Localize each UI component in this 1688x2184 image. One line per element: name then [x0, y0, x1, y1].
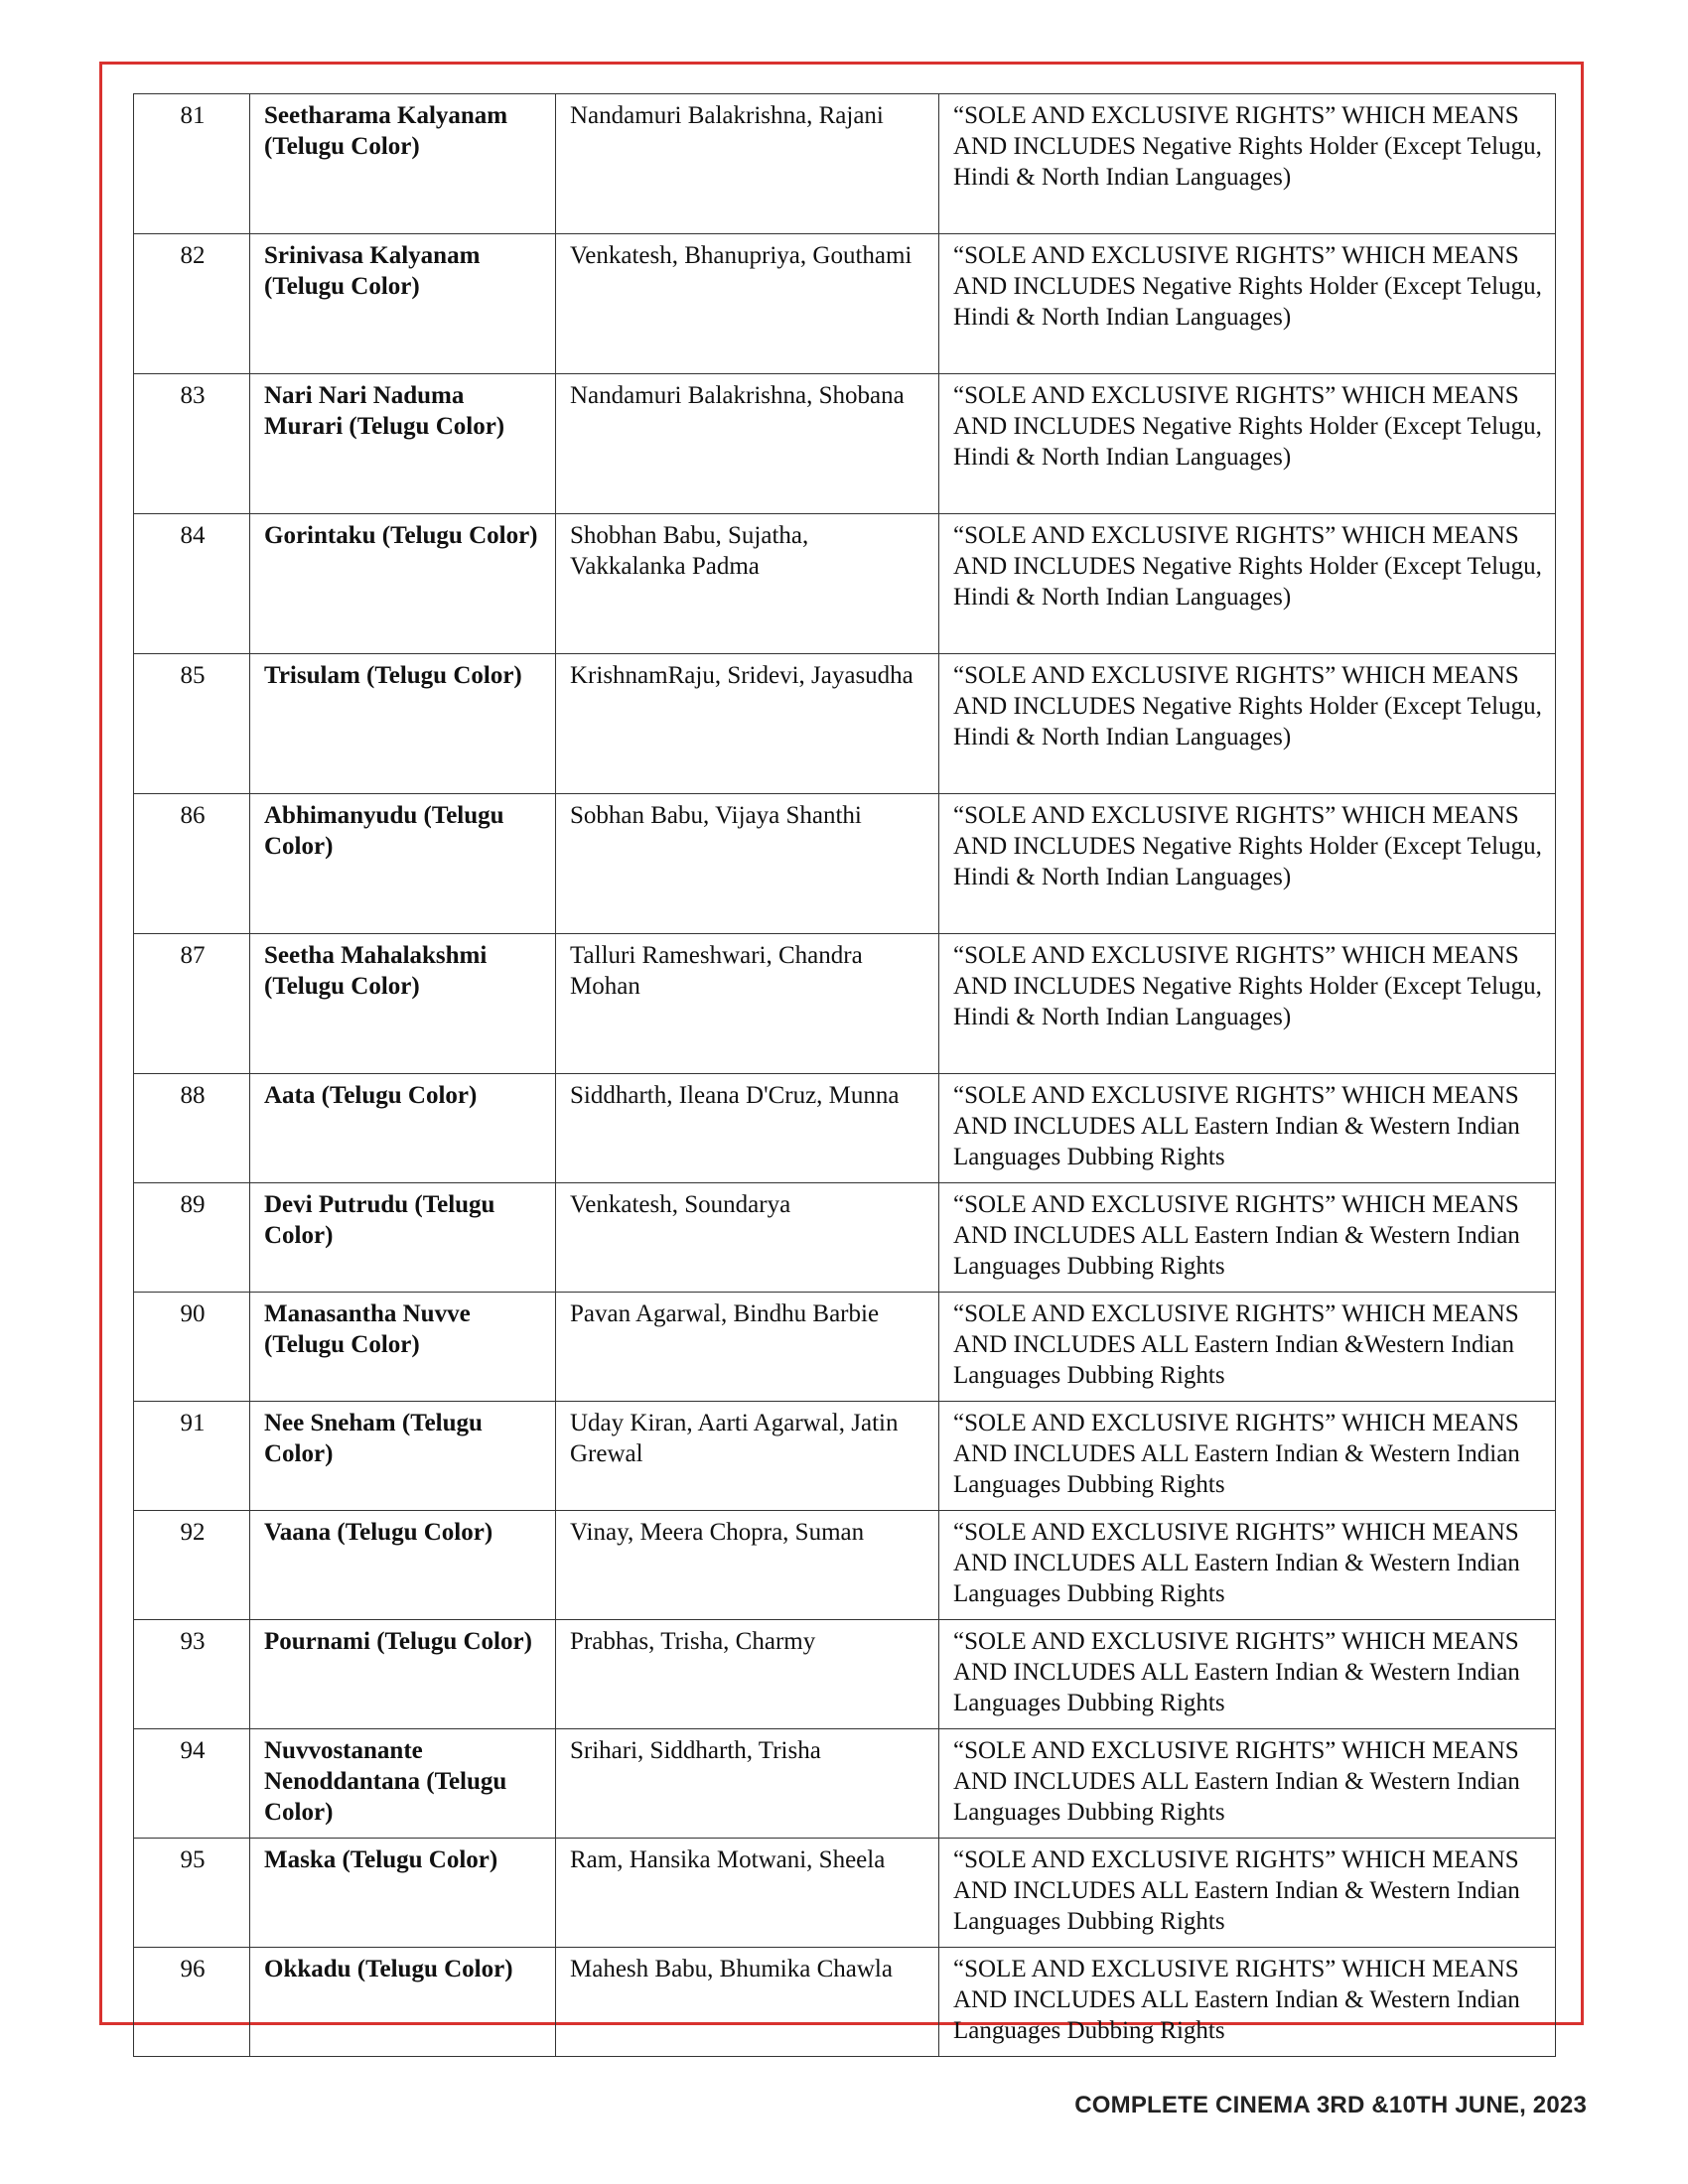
table-row — [134, 654, 1556, 794]
table-row — [134, 934, 1556, 1074]
serial-number-cell: 88 — [134, 1074, 250, 1183]
rights-cell: “SOLE AND EXCLUSIVE RIGHTS” WHICH MEANS AND INCLUDES Negative Rights Holder (Except Telugu, Hindi & North Indian Languages) — [939, 234, 1556, 374]
film-title-cell: Trisulam (Telugu Color) — [250, 654, 556, 794]
table-row — [134, 514, 1556, 654]
rights-cell: “SOLE AND EXCLUSIVE RIGHTS” WHICH MEANS AND INCLUDES Negative Rights Holder (Except Telugu, Hindi & North Indian Languages) — [939, 514, 1556, 654]
cast-cell: KrishnamRaju, Sridevi, Jayasudha — [556, 654, 939, 794]
cast-cell: Uday Kiran, Aarti Agarwal, Jatin Grewal — [556, 1402, 939, 1511]
rights-cell: “SOLE AND EXCLUSIVE RIGHTS” WHICH MEANS AND INCLUDES ALL Eastern Indian & Western Indian Languages Dubbing Rights — [939, 1183, 1556, 1293]
cast-cell: Nandamuri Balakrishna, Shobana — [556, 374, 939, 514]
serial-number-cell: 81 — [134, 94, 250, 234]
film-title-cell: Vaana (Telugu Color) — [250, 1511, 556, 1620]
table-row — [134, 1948, 1556, 2057]
rights-cell: “SOLE AND EXCLUSIVE RIGHTS” WHICH MEANS AND INCLUDES ALL Eastern Indian & Western Indian Languages Dubbing Rights — [939, 1402, 1556, 1511]
serial-number-cell: 84 — [134, 514, 250, 654]
rights-cell: “SOLE AND EXCLUSIVE RIGHTS” WHICH MEANS AND INCLUDES ALL Eastern Indian & Western Indian Languages Dubbing Rights — [939, 1074, 1556, 1183]
cast-cell: Venkatesh, Bhanupriya, Gouthami — [556, 234, 939, 374]
rights-cell: “SOLE AND EXCLUSIVE RIGHTS” WHICH MEANS AND INCLUDES Negative Rights Holder (Except Telugu, Hindi & North Indian Languages) — [939, 374, 1556, 514]
film-title-cell: Okkadu (Telugu Color) — [250, 1948, 556, 2057]
serial-number-cell: 94 — [134, 1729, 250, 1839]
rights-cell: “SOLE AND EXCLUSIVE RIGHTS” WHICH MEANS AND INCLUDES ALL Eastern Indian & Western Indian Languages Dubbing Rights — [939, 1620, 1556, 1729]
film-title-cell: Seetha Mahalakshmi (Telugu Color) — [250, 934, 556, 1074]
serial-number-cell: 91 — [134, 1402, 250, 1511]
rights-cell: “SOLE AND EXCLUSIVE RIGHTS” WHICH MEANS AND INCLUDES Negative Rights Holder (Except Telugu, Hindi & North Indian Languages) — [939, 654, 1556, 794]
cast-cell: Talluri Rameshwari, Chandra Mohan — [556, 934, 939, 1074]
table-row — [134, 1839, 1556, 1948]
cast-cell: Prabhas, Trisha, Charmy — [556, 1620, 939, 1729]
table-row — [134, 794, 1556, 934]
rights-cell: “SOLE AND EXCLUSIVE RIGHTS” WHICH MEANS AND INCLUDES Negative Rights Holder (Except Telugu, Hindi & North Indian Languages) — [939, 94, 1556, 234]
film-title-cell: Maska (Telugu Color) — [250, 1839, 556, 1948]
serial-number-cell: 87 — [134, 934, 250, 1074]
serial-number-cell: 93 — [134, 1620, 250, 1729]
cast-cell: Vinay, Meera Chopra, Suman — [556, 1511, 939, 1620]
film-title-cell: Nari Nari Naduma Murari (Telugu Color) — [250, 374, 556, 514]
table-row — [134, 1183, 1556, 1293]
film-title-cell: Gorintaku (Telugu Color) — [250, 514, 556, 654]
table-row — [134, 94, 1556, 234]
cast-cell: Sobhan Babu, Vijaya Shanthi — [556, 794, 939, 934]
serial-number-cell: 92 — [134, 1511, 250, 1620]
film-title-cell: Pournami (Telugu Color) — [250, 1620, 556, 1729]
table-row — [134, 1620, 1556, 1729]
cast-cell: Siddharth, Ileana D'Cruz, Munna — [556, 1074, 939, 1183]
table-row — [134, 1729, 1556, 1839]
rights-cell: “SOLE AND EXCLUSIVE RIGHTS” WHICH MEANS AND INCLUDES ALL Eastern Indian & Western Indian Languages Dubbing Rights — [939, 1729, 1556, 1839]
film-title-cell: Srinivasa Kalyanam (Telugu Color) — [250, 234, 556, 374]
cast-cell: Shobhan Babu, Sujatha, Vakkalanka Padma — [556, 514, 939, 654]
table-row — [134, 1511, 1556, 1620]
table-body — [134, 94, 1556, 2057]
serial-number-cell: 83 — [134, 374, 250, 514]
rights-cell: “SOLE AND EXCLUSIVE RIGHTS” WHICH MEANS AND INCLUDES ALL Eastern Indian & Western Indian Languages Dubbing Rights — [939, 1839, 1556, 1948]
film-title-cell: Manasantha Nuvve (Telugu Color) — [250, 1293, 556, 1402]
film-title-cell: Seetharama Kalyanam (Telugu Color) — [250, 94, 556, 234]
table-row — [134, 234, 1556, 374]
serial-number-cell: 95 — [134, 1839, 250, 1948]
table-row — [134, 1074, 1556, 1183]
table-row — [134, 1402, 1556, 1511]
serial-number-cell: 89 — [134, 1183, 250, 1293]
film-title-cell: Abhimanyudu (Telugu Color) — [250, 794, 556, 934]
serial-number-cell: 85 — [134, 654, 250, 794]
serial-number-cell: 90 — [134, 1293, 250, 1402]
film-title-cell: Nuvvostanante Nenoddantana (Telugu Color) — [250, 1729, 556, 1839]
table-row — [134, 1293, 1556, 1402]
rights-cell: “SOLE AND EXCLUSIVE RIGHTS” WHICH MEANS AND INCLUDES ALL Eastern Indian &Western Indian Languages Dubbing Rights — [939, 1293, 1556, 1402]
serial-number-cell: 82 — [134, 234, 250, 374]
rights-cell: “SOLE AND EXCLUSIVE RIGHTS” WHICH MEANS AND INCLUDES Negative Rights Holder (Except Telugu, Hindi & North Indian Languages) — [939, 794, 1556, 934]
rights-cell: “SOLE AND EXCLUSIVE RIGHTS” WHICH MEANS AND INCLUDES Negative Rights Holder (Except Telugu, Hindi & North Indian Languages) — [939, 934, 1556, 1074]
film-title-cell: Nee Sneham (Telugu Color) — [250, 1402, 556, 1511]
cast-cell: Ram, Hansika Motwani, Sheela — [556, 1839, 939, 1948]
serial-number-cell: 96 — [134, 1948, 250, 2057]
cast-cell: Pavan Agarwal, Bindhu Barbie — [556, 1293, 939, 1402]
film-title-cell: Devi Putrudu (Telugu Color) — [250, 1183, 556, 1293]
cast-cell: Mahesh Babu, Bhumika Chawla — [556, 1948, 939, 2057]
serial-number-cell: 86 — [134, 794, 250, 934]
rights-cell: “SOLE AND EXCLUSIVE RIGHTS” WHICH MEANS AND INCLUDES ALL Eastern Indian & Western Indian Languages Dubbing Rights — [939, 1511, 1556, 1620]
cast-cell: Srihari, Siddharth, Trisha — [556, 1729, 939, 1839]
film-title-cell: Aata (Telugu Color) — [250, 1074, 556, 1183]
rights-cell: “SOLE AND EXCLUSIVE RIGHTS” WHICH MEANS AND INCLUDES ALL Eastern Indian & Western Indian Languages Dubbing Rights — [939, 1948, 1556, 2057]
film-rights-table — [133, 93, 1556, 2057]
cast-cell: Nandamuri Balakrishna, Rajani — [556, 94, 939, 234]
cast-cell: Venkatesh, Soundarya — [556, 1183, 939, 1293]
table-row — [134, 374, 1556, 514]
footer-publication-line: COMPLETE CINEMA 3RD &10TH JUNE, 2023 — [1074, 2092, 1587, 2118]
